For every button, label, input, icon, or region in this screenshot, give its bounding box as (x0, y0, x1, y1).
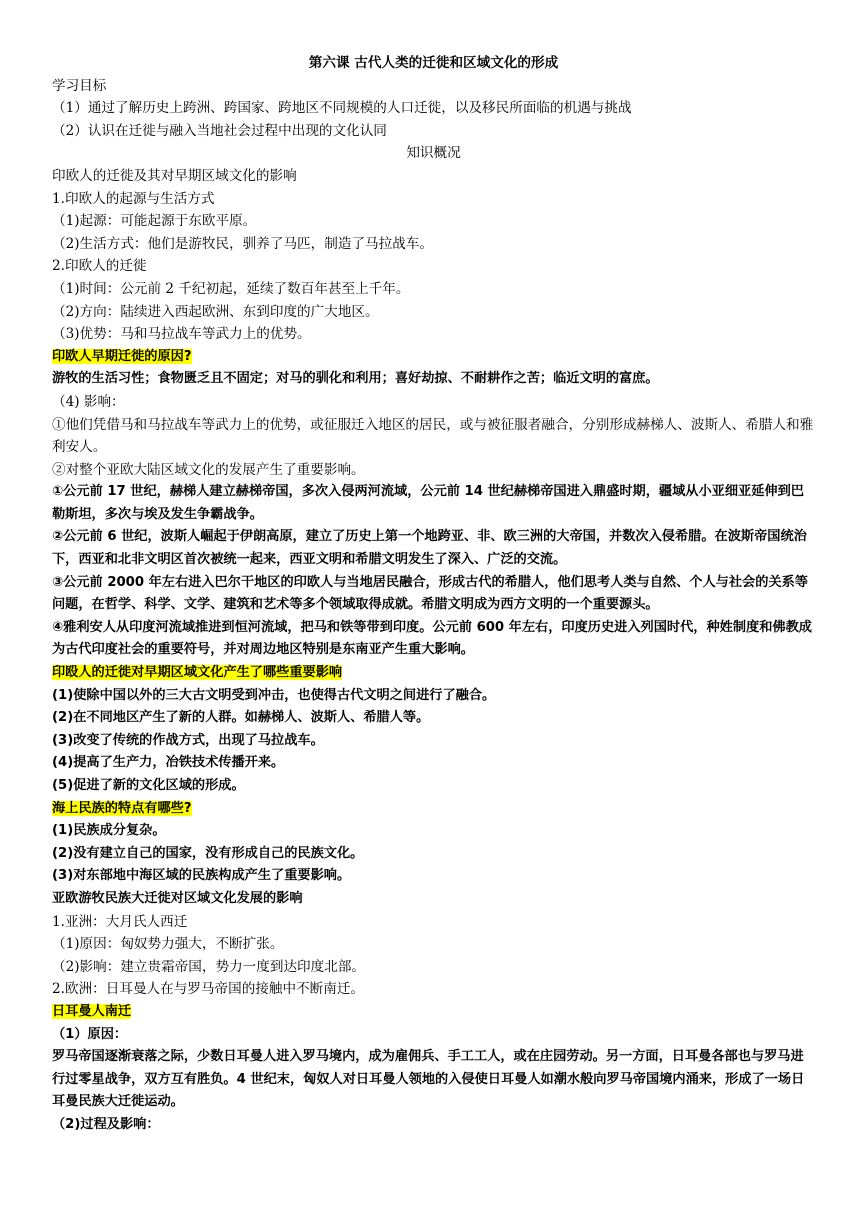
section-2-item-2: 2.欧洲：日耳曼人在与罗马帝国的接触中不断南迁。 (52, 981, 365, 998)
question-4-highlight: 日耳曼人南迁 (52, 1003, 132, 1019)
answer-3-2: (2)没有建立自己的国家，没有形成自己的民族文化。 (52, 845, 364, 861)
question-1-highlight: 印欧人早期迁徙的原因? (52, 348, 192, 364)
goal-2: （2）认识在迁徙与融入当地社会过程中出现的文化认同 (52, 122, 387, 139)
yuezhi-reason: （1)原因：匈奴势力强大，不断扩张。 (52, 936, 284, 953)
germanic-reason-heading: （1）原因： (52, 1026, 128, 1042)
section-1-title: 印欧人的迁徙及其对早期区域文化的影响 (52, 167, 297, 184)
influence-b: ②对整个亚欧大陆区域文化的发展产生了重要影响。 (52, 461, 365, 478)
question-2-highlight: 印殴人的迁徙对早期区域文化产生了哪些重要影响 (52, 665, 343, 681)
yuezhi-influence: （2)影响：建立贵霜帝国，势力一度到达印度北部。 (52, 958, 366, 975)
overview-heading: 知识概况 (406, 145, 461, 162)
influence-a: ①他们凭借马和马拉战车等武力上的优势，或征服迁入地区的居民，或与被征服者融合，分别形成赫梯人、波斯人、希腊人和雅利安人。 (52, 416, 814, 456)
migration-time: （1)时间：公元前 2 千纪初起，延续了数百年甚至上千年。 (52, 280, 410, 297)
paragraph-germanic: 罗马帝国逐渐衰落之际，少数日耳曼人进入罗马境内，成为雇佣兵、手工工人，或在庄园劳动。另一方面，日耳曼各部也与罗马进行过零星战争，双方互有胜负。4 世纪末，匈奴人对日耳曼人领地的入侵使日耳曼人如潮水般向罗马帝国境内涌来，形成了一场日耳曼民族大迁徙运动。 (52, 1049, 805, 1110)
section-2-item-1: 1.亚洲：大月氏人西迁 (52, 913, 188, 930)
answer-2-2: (2)在不同地区产生了新的人群。如赫梯人、波斯人、希腊人等。 (52, 710, 430, 726)
goal-1: （1）通过了解历史上跨洲、跨国家、跨地区不同规模的人口迁徙，以及移民所面临的机遇与挑战 (52, 100, 632, 117)
paragraph-greeks: ③公元前 2000 年左右进入巴尔干地区的印欧人与当地居民融合，形成古代的希腊人，他们思考人类与自然、个人与社会的关系等问题，在哲学、科学、文学、建筑和艺术等多个领域取得成就。希腊文明成为西方文明的一个重要源头。 (52, 574, 808, 613)
influence-heading: （4) 影响： (52, 393, 125, 410)
answer-2-5: (5)促进了新的文化区域的形成。 (52, 778, 245, 793)
goals-heading: 学习目标 (52, 77, 107, 94)
answer-2-1: (1)使除中国以外的三大古文明受到冲击，也使得古代文明之间进行了融合。 (52, 687, 496, 703)
lifestyle-text: （2)生活方式：他们是游牧民，驯养了马匹，制造了马拉战车。 (52, 235, 433, 252)
section-1-item-1: 1.印欧人的起源与生活方式 (52, 190, 215, 207)
paragraph-aryans: ④雅利安人从印度河流域推进到恒河流域，把马和铁等带到印度。公元前 600 年左右，印度历史进入列国时代，种姓制度和佛教成为古代印度社会的重要符号，并对周边地区特别是东南亚产生重大影响。 (52, 619, 812, 658)
migration-advantage: （3)优势：马和马拉战车等武力上的优势。 (52, 326, 311, 343)
answer-2-3: (3)改变了传统的作战方式，出现了马拉战车。 (52, 732, 324, 748)
section-1-item-2: 2.印欧人的迁徙 (52, 258, 147, 275)
migration-direction: （2)方向：陆续进入西起欧洲、东到印度的广大地区。 (52, 303, 379, 320)
germanic-process-heading: （2)过程及影响： (52, 1116, 160, 1132)
answer-3-3: (3)对东部地中海区域的民族构成产生了重要影响。 (52, 868, 351, 884)
section-2-title: 亚欧游牧民族大迁徙对区域文化发展的影响 (52, 890, 303, 906)
answer-2-4: (4)提高了生产力，冶铁技术传播开来。 (52, 755, 285, 771)
document-title: 第六课 古代人类的迁徙和区域文化的形成 (308, 55, 559, 71)
answer-1: 游牧的生活习性；食物匮乏且不固定；对马的驯化和利用；喜好劫掠、不耐耕作之苦；临近文明的富庶。 (52, 371, 659, 387)
question-3-highlight: 海上民族的特点有哪些? (52, 800, 192, 816)
paragraph-persians: ②公元前 6 世纪，波斯人崛起于伊朗高原，建立了历史上第一个地跨亚、非、欧三洲的大帝国，并数次入侵希腊。在波斯帝国统治下，西亚和北非文明区首次被统一起来，西亚文明和希腊文明发生了深入、广泛的交流。 (52, 529, 807, 568)
answer-3-1: (1)民族成分复杂。 (52, 823, 166, 839)
paragraph-hittites: ①公元前 17 世纪，赫梯人建立赫梯帝国，多次入侵两河流域，公元前 14 世纪赫梯帝国进入鼎盛时期，疆域从小亚细亚延伸到巴勒斯坦，多次与埃及发生争霸战争。 (52, 484, 804, 522)
origin-text: （1)起源：可能起源于东欧平原。 (52, 213, 257, 230)
document-page (52, 52, 815, 1137)
